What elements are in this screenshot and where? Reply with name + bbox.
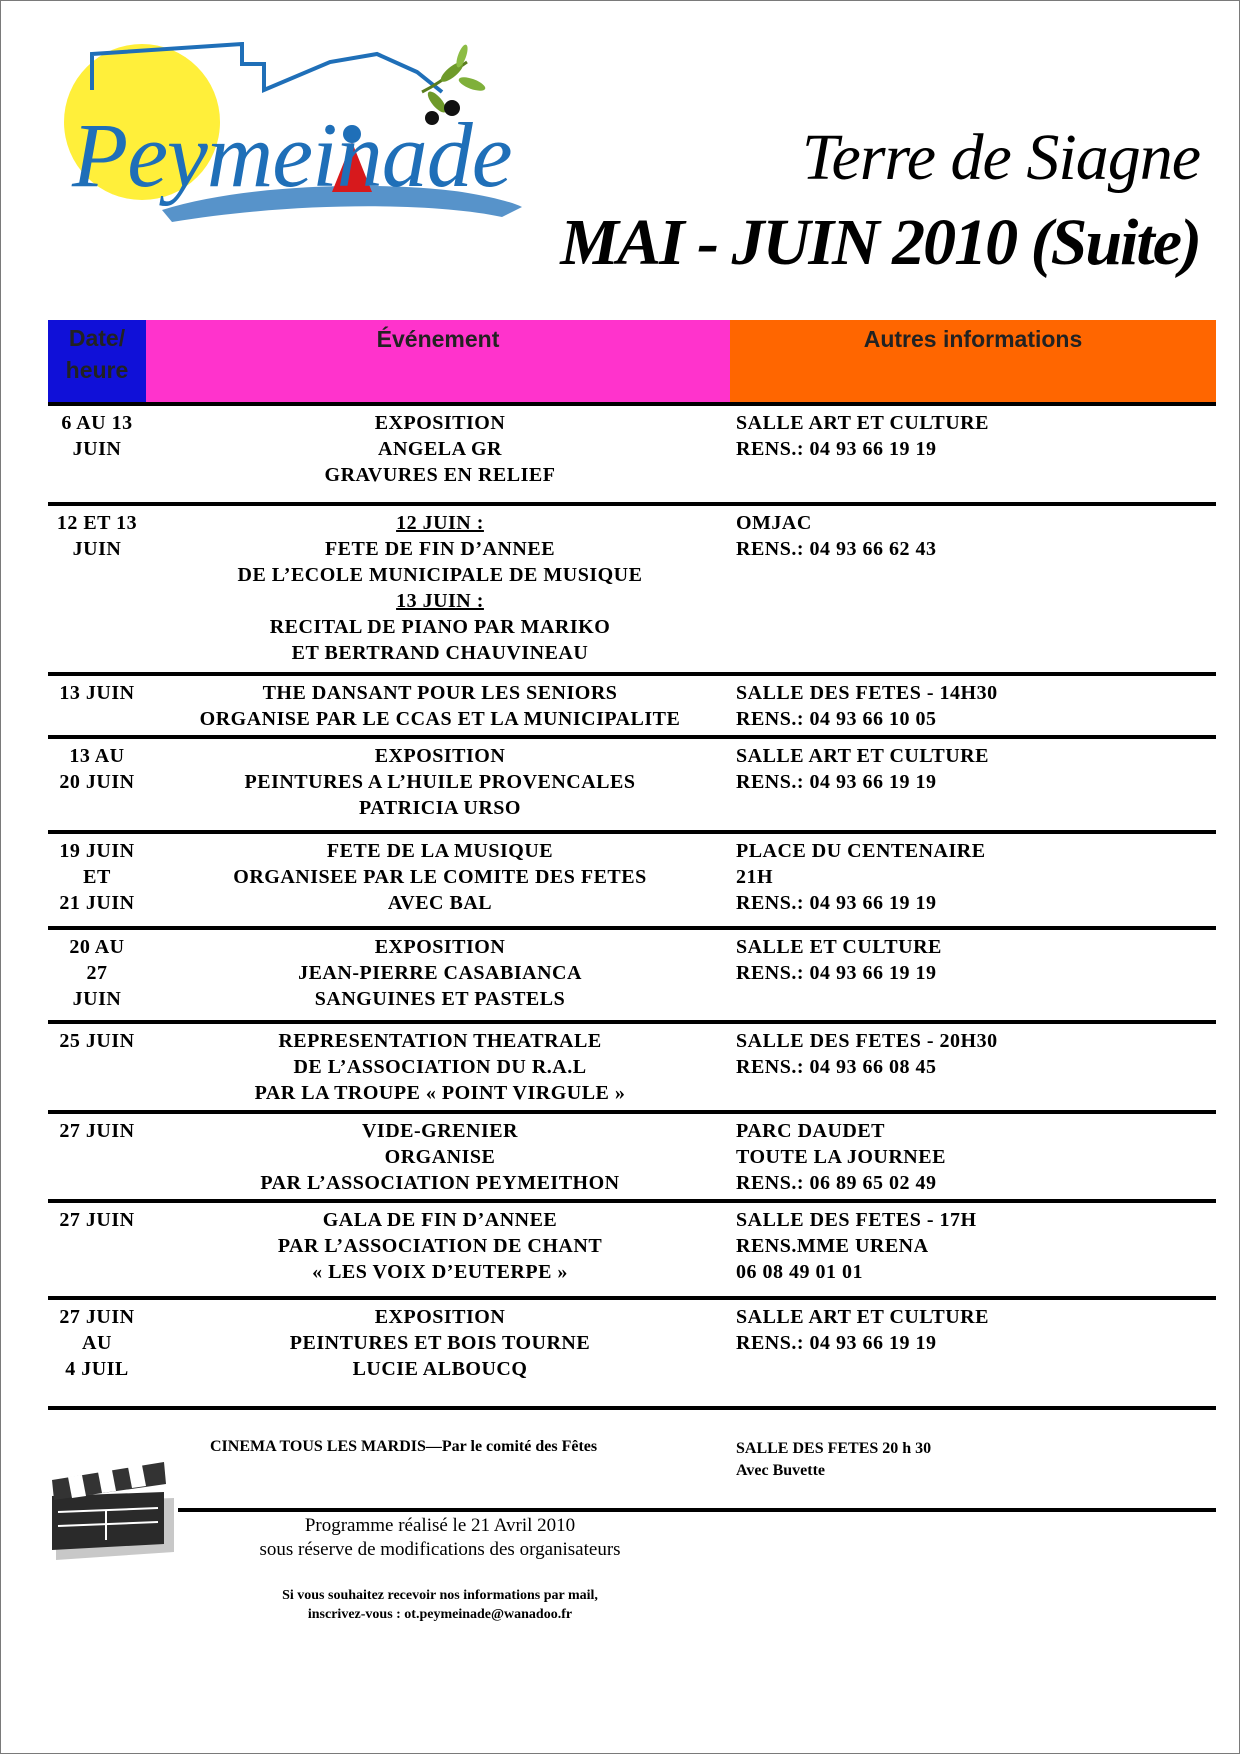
date-line: JUIN xyxy=(72,438,122,460)
info-line: RENS.: 04 93 66 19 19 xyxy=(736,771,937,793)
table-row xyxy=(48,1199,1216,1296)
table-row xyxy=(48,1296,1216,1406)
cinema-info-line: SALLE DES FETES 20 h 30 xyxy=(736,1440,932,1457)
info-line: OMJAC xyxy=(736,512,812,534)
footer-email: inscrivez-vous : ot.peymeinade@wanadoo.fr xyxy=(307,1607,573,1622)
info-line: RENS.: 06 89 65 02 49 xyxy=(736,1172,937,1194)
row-info xyxy=(736,680,1214,732)
event-line: THE DANSANT POUR LES SENIORS xyxy=(262,682,618,704)
event-line: ANGELA GR xyxy=(378,438,502,460)
info-line: RENS.: 04 93 66 62 43 xyxy=(736,538,937,560)
event-line: DE L’ECOLE MUNICIPALE DE MUSIQUE xyxy=(237,564,643,586)
event-line: EXPOSITION xyxy=(374,936,506,958)
footer-programme xyxy=(210,1514,670,1562)
column-header-date xyxy=(48,320,146,402)
info-line: RENS.: 04 93 66 19 19 xyxy=(736,962,937,984)
date-line: 27 JUIN xyxy=(59,1306,135,1328)
row-event xyxy=(148,1028,732,1106)
cinema-divider xyxy=(178,1508,1216,1512)
info-line: SALLE ART ET CULTURE xyxy=(736,412,989,434)
info-line: PARC DAUDET xyxy=(736,1120,886,1142)
date-line: ET xyxy=(83,866,111,888)
date-line: 13 JUIN xyxy=(59,682,135,704)
row-date xyxy=(48,1028,146,1054)
event-line: RECITAL DE PIANO PAR MARIKO xyxy=(269,616,611,638)
event-line: VIDE-GRENIER xyxy=(361,1120,519,1142)
row-info xyxy=(736,510,1214,562)
event-line: PAR L’ASSOCIATION DE CHANT xyxy=(277,1235,603,1257)
info-line: SALLE ART ET CULTURE xyxy=(736,745,989,767)
column-header-event: Événement xyxy=(146,320,730,402)
footer-line: sous réserve de modifications des organisateurs xyxy=(259,1539,621,1560)
event-line: REPRESENTATION THEATRALE xyxy=(278,1030,602,1052)
table-row xyxy=(48,1110,1216,1199)
date-line: 25 JUIN xyxy=(59,1030,135,1052)
event-line: SANGUINES ET PASTELS xyxy=(314,988,566,1010)
event-line: PAR L’ASSOCIATION PEYMEITHON xyxy=(260,1172,620,1194)
event-line: PATRICIA URSO xyxy=(359,797,521,819)
table-row xyxy=(48,402,1216,502)
event-line: AVEC BAL xyxy=(387,892,493,914)
date-line: 20 AU xyxy=(69,936,125,958)
event-line: LUCIE ALBOUCQ xyxy=(352,1358,528,1380)
row-date xyxy=(48,1118,146,1144)
event-line: ORGANISEE PAR LE COMITE DES FETES xyxy=(233,866,647,888)
row-info xyxy=(736,1118,1214,1196)
row-event xyxy=(148,1118,732,1196)
row-info xyxy=(736,1304,1214,1356)
row-date xyxy=(48,838,146,916)
row-info xyxy=(736,410,1214,462)
table-row xyxy=(48,502,1216,672)
date-line: 27 xyxy=(86,962,108,984)
event-line: GALA DE FIN D’ANNEE xyxy=(322,1209,558,1231)
row-event xyxy=(148,1304,732,1382)
info-line: RENS.: 04 93 66 19 19 xyxy=(736,438,937,460)
date-line: 6 AU 13 xyxy=(61,412,133,434)
date-line: 27 JUIN xyxy=(59,1120,135,1142)
info-line: PLACE DU CENTENAIRE xyxy=(736,840,986,862)
info-line: SALLE DES FETES - 20H30 xyxy=(736,1030,998,1052)
date-line: 12 ET 13 xyxy=(56,512,138,534)
row-info xyxy=(736,838,1214,916)
event-line: DE L’ASSOCIATION DU R.A.L xyxy=(293,1056,587,1078)
event-line: ORGANISE PAR LE CCAS ET LA MUNICIPALITE xyxy=(199,708,681,730)
event-line: PEINTURES A L’HUILE PROVENCALES xyxy=(244,771,636,793)
row-date xyxy=(48,410,146,462)
column-header-info: Autres informations xyxy=(730,320,1216,402)
table-row xyxy=(48,830,1216,926)
event-line: PAR LA TROUPE « POINT VIRGULE » xyxy=(254,1082,626,1104)
date-line: 27 JUIN xyxy=(59,1209,135,1231)
date-line: 20 JUIN xyxy=(59,771,135,793)
table-row xyxy=(48,926,1216,1020)
logo-text: Peymeinade xyxy=(72,104,512,206)
event-line: EXPOSITION xyxy=(374,745,506,767)
row-info xyxy=(736,1028,1214,1080)
column-header-date-line: Date/ xyxy=(68,325,126,351)
info-line: SALLE ART ET CULTURE xyxy=(736,1306,989,1328)
page-subtitle: MAI - JUIN 2010 (Suite) xyxy=(560,206,1200,279)
event-line: 12 JUIN : xyxy=(396,512,484,534)
info-line: RENS.: 04 93 66 19 19 xyxy=(736,1332,937,1354)
info-line: RENS.: 04 93 66 10 05 xyxy=(736,708,937,730)
row-event xyxy=(148,680,732,732)
row-info xyxy=(736,934,1214,986)
row-info xyxy=(736,743,1214,795)
table-row xyxy=(48,735,1216,830)
date-line: 21 JUIN xyxy=(59,892,135,914)
info-line: 06 08 49 01 01 xyxy=(736,1261,863,1283)
cinema-title: CINEMA TOUS LES MARDIS—Par le comité des Fêtes xyxy=(210,1438,598,1455)
date-line: JUIN xyxy=(72,988,122,1010)
event-line: EXPOSITION xyxy=(374,1306,506,1328)
event-line: ET BERTRAND CHAUVINEAU xyxy=(291,642,589,664)
table-row xyxy=(48,1020,1216,1110)
row-date xyxy=(48,934,146,1012)
event-line: « LES VOIX D’EUTERPE » xyxy=(312,1261,568,1283)
info-line: SALLE DES FETES - 14H30 xyxy=(736,682,998,704)
date-line: AU xyxy=(82,1332,112,1354)
date-line: 19 JUIN xyxy=(59,840,135,862)
row-date xyxy=(48,1304,146,1382)
info-line: SALLE DES FETES - 17H xyxy=(736,1209,977,1231)
row-date xyxy=(48,510,146,562)
page-title: Terre de Siagne xyxy=(801,121,1200,194)
row-date xyxy=(48,743,146,795)
date-line: 13 AU xyxy=(69,745,125,767)
info-line: RENS.: 04 93 66 08 45 xyxy=(736,1056,937,1078)
row-event xyxy=(148,934,732,1012)
info-line: 21H xyxy=(736,866,774,888)
row-info xyxy=(736,1207,1214,1285)
table-row xyxy=(48,672,1216,735)
row-event xyxy=(148,838,732,916)
row-event xyxy=(148,510,732,666)
info-line: RENS.MME URENA xyxy=(736,1235,929,1257)
table-bottom-divider xyxy=(48,1406,1216,1410)
row-date xyxy=(48,1207,146,1233)
row-event xyxy=(148,743,732,821)
event-line: EXPOSITION xyxy=(374,412,506,434)
clapperboard-icon xyxy=(46,1440,178,1564)
event-line: 13 JUIN : xyxy=(396,590,484,612)
info-line: SALLE ET CULTURE xyxy=(736,936,942,958)
event-line: GRAVURES EN RELIEF xyxy=(324,464,556,486)
cinema-info-line: Avec Buvette xyxy=(736,1462,825,1479)
footer-line: Si vous souhaitez recevoir nos informations par mail, xyxy=(282,1588,598,1603)
peymeinade-logo xyxy=(32,42,562,252)
event-line: FETE DE FIN D’ANNEE xyxy=(324,538,556,560)
info-line: TOUTE LA JOURNEE xyxy=(736,1146,946,1168)
info-line: RENS.: 04 93 66 19 19 xyxy=(736,892,937,914)
event-line: PEINTURES ET BOIS TOURNE xyxy=(289,1332,591,1354)
event-line: FETE DE LA MUSIQUE xyxy=(326,840,554,862)
footer-newsletter xyxy=(210,1586,670,1624)
events-table xyxy=(48,402,1216,1406)
event-line: ORGANISE xyxy=(384,1146,496,1168)
date-line: 4 JUIL xyxy=(65,1358,129,1380)
date-line: JUIN xyxy=(72,538,122,560)
cinema-info xyxy=(736,1438,931,1482)
column-header-date-line: heure xyxy=(65,357,129,383)
footer-line: Programme réalisé le 21 Avril 2010 xyxy=(304,1515,576,1536)
row-date xyxy=(48,680,146,706)
row-event xyxy=(148,410,732,488)
row-event xyxy=(148,1207,732,1285)
event-line: JEAN-PIERRE CASABIANCA xyxy=(298,962,582,984)
